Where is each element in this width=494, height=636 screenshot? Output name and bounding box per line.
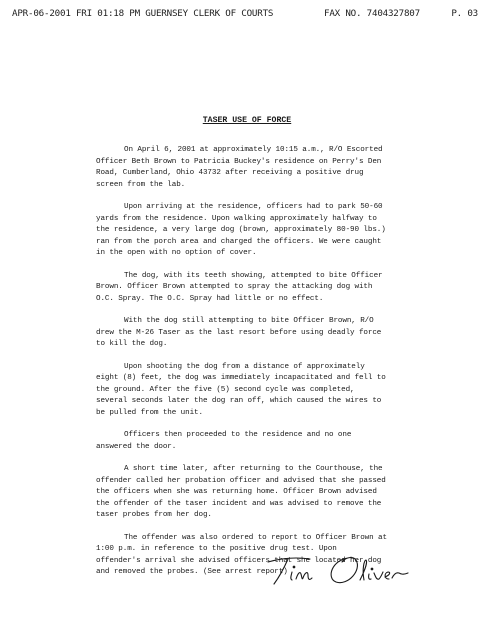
paragraph-line: in the open with no option of cover.	[96, 249, 257, 257]
paragraph-line: the residence, a very large dog (brown, approximately 80-90 lbs.)	[96, 226, 386, 234]
paragraph-line: Officer Beth Brown to Patricia Buckey's residence on Perry's Den	[96, 157, 382, 166]
paragraph	[96, 464, 448, 522]
report-body	[96, 145, 448, 590]
paragraph-line: drew the M-26 Taser as the last resort before using deadly force	[96, 328, 382, 337]
paragraph-line: screen from the lab.	[96, 180, 186, 189]
paragraph-line: the officers when she was returning home. Officer Brown advised	[96, 488, 377, 496]
paragraph	[96, 316, 448, 351]
paragraph-line: With the dog still attempting to bite Officer Brown, R/O	[124, 317, 374, 325]
paragraph	[96, 145, 448, 191]
paragraph-line: be pulled from the unit.	[96, 408, 203, 417]
paragraph-line: yards from the residence. Upon walking approximately halfway to	[96, 214, 377, 223]
paragraph	[96, 430, 448, 453]
paragraph-line: O.C. Spray. The O.C. Spray had little or no effect.	[96, 294, 324, 303]
paragraph-line: several seconds later the dog ran off, which caused the wires to	[96, 397, 382, 405]
paragraph-line: to kill the dog.	[96, 340, 168, 348]
paragraph-line: Upon arriving at the residence, officers had to park 50-60	[124, 203, 383, 211]
paragraph	[96, 271, 448, 306]
paragraph-line: The offender was also ordered to report to Officer Brown at	[124, 533, 387, 542]
paragraph-line: taser probes from her dog.	[96, 511, 212, 519]
paragraph-line: the offender of the taser incident and was advised to remove the	[96, 499, 382, 508]
paragraph-line: ran from the porch area and charged the officers. We were caught	[96, 237, 382, 246]
paragraph-line: offender called her probation officer and advised that she passed	[96, 476, 386, 485]
paragraph-line: Upon shooting the dog from a distance of approximately	[124, 362, 365, 371]
handwritten-signature	[262, 548, 422, 592]
paragraph-line: and removed the probes. (See arrest report)	[96, 568, 288, 576]
fax-header	[12, 8, 482, 22]
paragraph-line: answered the door.	[96, 442, 177, 451]
paragraph-line: Road, Cumberland, Ohio 43732 after receiving a positive drug	[96, 169, 364, 177]
fax-header-sender: APR-06-2001 FRI 01:18 PM GUERNSEY CLERK OF COURTS	[12, 8, 274, 19]
paragraph-line: Brown. Officer Brown attempted to spray the attacking dog with	[96, 283, 373, 291]
fax-header-number: FAX NO. 7404327807	[324, 8, 420, 19]
paragraph	[96, 362, 448, 420]
paragraph-line: Officers then proceeded to the residence and no one	[124, 431, 352, 439]
paragraph-line: A short time later, after returning to the Courthouse, the	[124, 465, 383, 473]
paragraph-line: eight (8) feet, the dog was immediately incapacitated and fell to	[96, 374, 386, 382]
paragraph-line: offender's arrival she advised officers that she located her dog	[96, 556, 382, 565]
paragraph-line: The dog, with its teeth showing, attempted to bite Officer	[124, 271, 383, 280]
fax-header-page: P. 03	[451, 8, 478, 19]
paragraph-line: On April 6, 2001 at approximately 10:15 a.m., R/O Escorted	[124, 146, 383, 154]
signature	[262, 548, 422, 592]
paragraph-line: 1:00 p.m. in reference to the positive drug test. Upon	[96, 545, 337, 553]
document-title: TASER USE OF FORCE	[202, 116, 292, 125]
paragraph-line: the ground. After the five (5) second cycle was completed,	[96, 385, 355, 394]
paragraph	[96, 202, 448, 260]
